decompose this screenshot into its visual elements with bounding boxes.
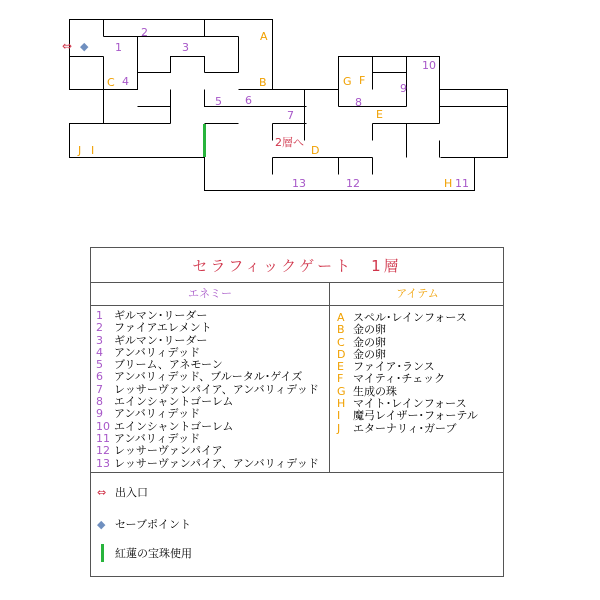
enemy-row: [96, 371, 319, 383]
map-enemy-11: 11: [455, 177, 469, 190]
item-key: G: [337, 384, 346, 398]
enemy-number: 1: [96, 309, 103, 322]
map-enemy-1: 1: [115, 41, 122, 54]
entrance-label: 出入口: [115, 486, 148, 499]
gem-barrier-marker: [203, 124, 206, 157]
enemy-name: アンバリィデッド: [114, 407, 201, 421]
item-header: アイテム: [396, 287, 439, 300]
item-key: I: [337, 409, 341, 423]
entrance-icon: ⇔: [97, 485, 107, 499]
enemy-number: 12: [96, 444, 110, 458]
key-gem-barrier: [97, 544, 192, 562]
enemy-name: ギルマン･リーダー: [114, 309, 208, 322]
item-name: 生成の珠: [353, 384, 397, 398]
item-row: [337, 423, 478, 435]
enemy-number: 8: [96, 395, 103, 409]
map-enemy-3: 3: [182, 41, 189, 54]
enemy-number: 10: [96, 419, 110, 433]
item-name: 魔弓レイザー･フォーテル: [353, 409, 478, 423]
gem-barrier-label: 紅蓮の宝珠使用: [115, 547, 192, 560]
enemy-number: 3: [96, 333, 103, 347]
item-row: [337, 410, 478, 422]
enemy-row: [96, 458, 319, 470]
enemy-number: 7: [96, 382, 103, 396]
gem-bar-icon: [97, 544, 115, 562]
enemy-row: [96, 408, 319, 420]
enemy-number: 5: [96, 358, 103, 372]
enemy-name: アンバリィデッド: [114, 345, 201, 359]
map-item-c: C: [107, 76, 115, 89]
enemy-number: 9: [96, 407, 103, 421]
map-enemy-5: 5: [215, 95, 222, 108]
legend-panel: [90, 247, 504, 577]
column-divider: [329, 283, 330, 472]
legend-divider: [91, 472, 503, 473]
item-row: [337, 373, 478, 385]
dungeon-map: [0, 0, 600, 235]
map-enemy-10: 10: [422, 59, 436, 72]
map-item-h: H: [444, 177, 453, 190]
map-item-i: I: [91, 144, 95, 157]
map-enemy-13: 13: [292, 177, 306, 190]
enemy-header: エネミー: [188, 287, 232, 300]
item-name: 金の卵: [353, 323, 386, 337]
item-name: 金の卵: [353, 335, 386, 349]
map-enemy-7: 7: [287, 109, 294, 122]
legend-header-row: [91, 283, 503, 306]
item-key: A: [337, 311, 345, 324]
map-enemy-4: 4: [122, 75, 129, 88]
enemy-row: [96, 445, 319, 457]
enemy-name: レッサーヴァンパイア、アンバリィデッド: [114, 382, 319, 396]
enemy-number: 4: [96, 345, 103, 359]
item-key: C: [337, 335, 345, 349]
item-key: H: [337, 397, 346, 411]
enemy-name: アンバリィデッド、ブルータル･ゲイズ: [114, 370, 303, 384]
stairs-to-2f-label: 2層へ: [275, 136, 304, 149]
enemy-name: ギルマン･リーダー: [114, 333, 208, 347]
enemy-name: ブリーム、アネモーン: [114, 358, 223, 372]
entrance-icon: ⇔: [62, 39, 73, 53]
enemy-number: 2: [96, 321, 103, 335]
map-walls: [0, 0, 600, 235]
map-enemy-12: 12: [346, 177, 360, 190]
item-row: [337, 324, 478, 336]
item-name: 金の卵: [353, 347, 386, 361]
enemy-number: 13: [96, 456, 110, 470]
enemy-row: [96, 322, 319, 334]
map-item-b: B: [259, 76, 267, 89]
map-item-j: J: [78, 144, 82, 157]
map-enemy-8: 8: [355, 96, 362, 109]
map-item-g: G: [343, 75, 352, 88]
map-item-a: A: [260, 30, 268, 43]
enemy-name: エインシャントゴーレム: [114, 419, 234, 433]
map-enemy-6: 6: [245, 94, 252, 107]
map-item-d: D: [311, 144, 320, 157]
save-point-label: セーブポイント: [115, 518, 192, 531]
enemy-name: アンバリィデッド: [114, 431, 201, 445]
item-name: マイト･レインフォース: [353, 397, 467, 411]
item-name: マイティ･チェック: [353, 372, 446, 386]
item-key: F: [337, 372, 344, 386]
enemy-number: 6: [96, 370, 103, 384]
key-entrance: [97, 484, 148, 500]
item-key: J: [337, 421, 341, 435]
enemy-name: レッサーヴァンパイア: [114, 444, 223, 458]
enemy-name: レッサーヴァンパイア、アンバリィデッド: [114, 456, 319, 470]
map-item-e: E: [376, 108, 383, 121]
enemy-list: [96, 310, 319, 470]
item-key: B: [337, 323, 345, 337]
item-key: D: [337, 347, 346, 361]
save-point-icon: ◆: [97, 517, 106, 531]
item-name: スペル･レインフォース: [353, 311, 467, 324]
enemy-name: エインシャントゴーレム: [114, 395, 234, 409]
item-name: ファイア･ランス: [353, 360, 435, 374]
enemy-number: 11: [96, 431, 110, 445]
save-point-icon: ◆: [80, 40, 89, 53]
item-name: エターナリィ･ガーブ: [353, 421, 457, 435]
item-key: E: [337, 360, 344, 374]
map-enemy-2: 2: [141, 26, 148, 39]
map-item-f: F: [359, 74, 366, 87]
item-list: [337, 312, 478, 435]
map-enemy-9: 9: [400, 82, 407, 95]
floor-title: セラフィックゲート 1層: [91, 248, 503, 283]
key-save-point: [97, 516, 191, 532]
enemy-name: ファイアエレメント: [114, 321, 212, 335]
